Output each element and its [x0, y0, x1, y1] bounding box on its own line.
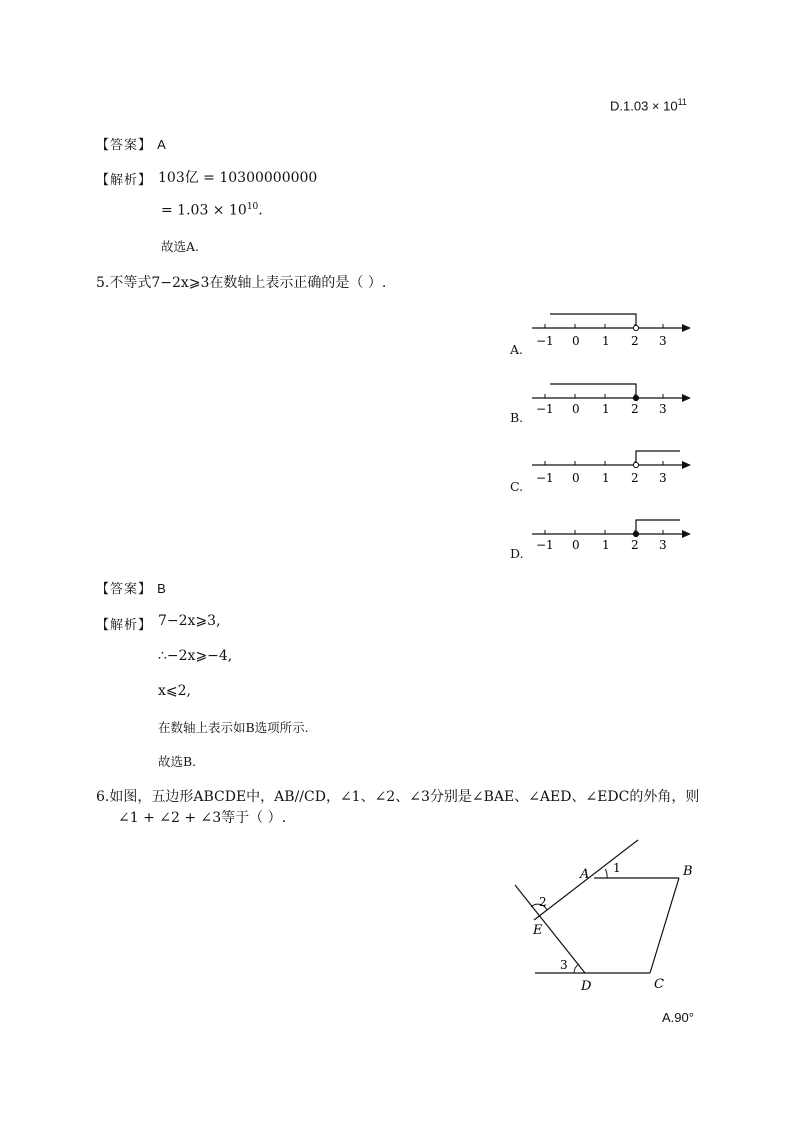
tick-label: 1: [602, 538, 610, 552]
tick-label: −1: [536, 538, 554, 552]
q5-analysis-line3: x⩽2,: [158, 683, 191, 699]
q5-option-c-label: C.: [510, 479, 524, 494]
q5-analysis-line5: 故选B.: [158, 754, 197, 769]
q5-answer-row: [96, 578, 167, 597]
number-line-c: [508, 445, 698, 495]
q4-option-d: [610, 97, 687, 113]
q5-option-a: [508, 308, 698, 364]
q4-analysis-line2: [161, 202, 263, 219]
q5-answer: B: [157, 581, 167, 596]
q4-line2-text: = 1.03 × 10: [161, 202, 247, 219]
label-angle-1: 1: [613, 861, 621, 875]
q4-analysis-tag: 【解析】: [96, 173, 153, 188]
q4-answer-tag: 【答案】: [96, 138, 153, 153]
q4-answer-row: [96, 134, 167, 153]
tick-label: 0: [572, 538, 580, 552]
q5-option-b: [508, 378, 698, 434]
q6-question-line2: ∠1 + ∠2 + ∠3等于（ ）.: [118, 810, 287, 826]
number-line-d: [508, 514, 698, 564]
q4-option-d-value: 1.03 × 10: [623, 98, 678, 114]
q4-analysis-line1: 103亿 = 10300000000: [158, 170, 318, 186]
q5-option-a-label: A.: [510, 342, 524, 357]
q5-option-d: [508, 514, 698, 570]
tick-label: −1: [536, 334, 554, 348]
q5-analysis-line2: ∴−2x⩾−4,: [158, 648, 233, 664]
q6-question-line1: 6.如图，五边形ABCDE中，AB//CD，∠1、∠2、∠3分别是∠BAE、∠AED、∠EDC的外角，则: [96, 789, 700, 805]
q4-option-d-exp: 11: [677, 97, 687, 107]
label-c: C: [654, 977, 664, 992]
number-line-b: [508, 378, 698, 428]
tick-label: 2: [631, 402, 639, 416]
label-a: A: [580, 867, 590, 882]
label-b: B: [683, 864, 693, 879]
q5-analysis-line1: 7−2x⩾3,: [158, 613, 221, 629]
tick-label: −1: [536, 471, 554, 485]
tick-label: 2: [631, 334, 639, 348]
tick-label: 1: [602, 334, 610, 348]
tick-label: 0: [572, 471, 580, 485]
label-e: E: [533, 923, 543, 938]
q5-analysis-line4: 在数轴上表示如B选项所示.: [158, 720, 309, 735]
tick-label: −1: [536, 402, 554, 416]
q4-analysis-line3: 故选A.: [161, 239, 200, 254]
q4-option-d-label: D.: [610, 98, 623, 114]
q5-option-c: [508, 445, 698, 501]
tick-label: 0: [572, 402, 580, 416]
q5-answer-tag: 【答案】: [96, 582, 153, 597]
number-line-a: [508, 308, 698, 358]
label-angle-2: 2: [539, 895, 547, 909]
tick-label: 3: [659, 334, 667, 348]
q5-question: 5.不等式7−2x⩾3在数轴上表示正确的是（ ）.: [96, 275, 387, 291]
q5-option-b-label: B.: [510, 410, 524, 425]
tick-label: 3: [659, 402, 667, 416]
pentagon-figure: [505, 833, 715, 998]
tick-label: 1: [602, 471, 610, 485]
q4-answer: A: [157, 137, 167, 152]
tick-label: 2: [631, 538, 639, 552]
label-d: D: [581, 979, 592, 994]
tick-label: 3: [659, 538, 667, 552]
label-angle-3: 3: [560, 958, 568, 972]
q4-line2-exp: 10: [246, 202, 259, 212]
tick-label: 1: [602, 402, 610, 416]
q5-option-d-label: D.: [510, 546, 524, 561]
tick-label: 0: [572, 334, 580, 348]
q5-analysis-tag: 【解析】: [96, 618, 153, 633]
tick-label: 3: [659, 471, 667, 485]
tick-label: 2: [631, 471, 639, 485]
q6-option-a: A.90°: [662, 1010, 694, 1025]
q4-line2-end: .: [258, 202, 263, 219]
